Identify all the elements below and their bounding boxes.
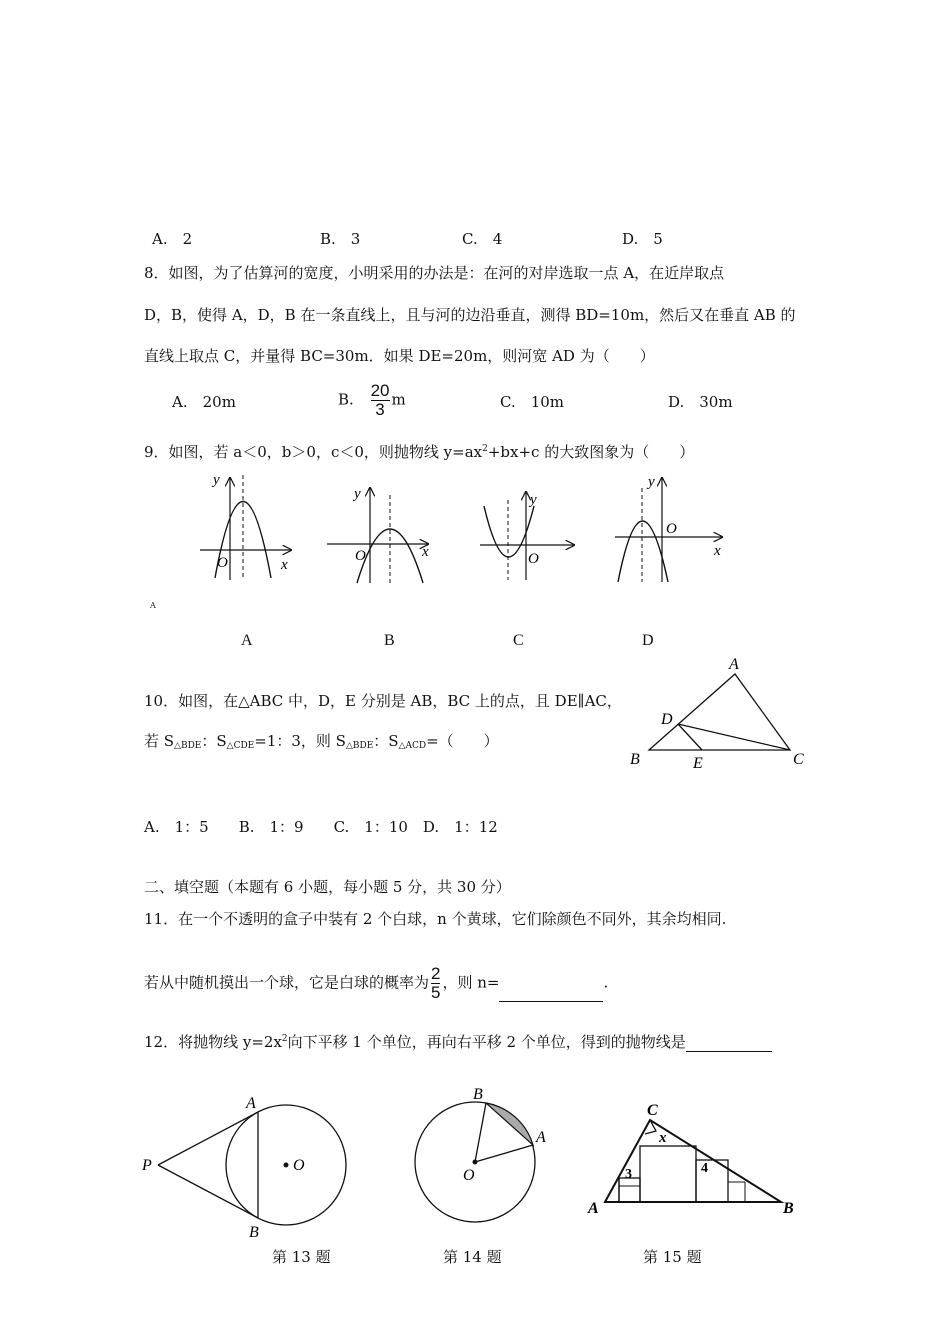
vertex-b-label: B	[630, 751, 640, 768]
point-b-label: B	[249, 1224, 259, 1241]
figure-13	[138, 1092, 358, 1242]
q9-graph-b	[322, 480, 437, 585]
point-a-label: A	[536, 1129, 546, 1146]
q9-stem-tail: +bx+c 的大致图象为（ ）	[487, 443, 695, 461]
q12-text: 向下平移 1 个单位，再向右平移 2 个单位，得到的抛物线是	[287, 1033, 686, 1051]
q8-option-b	[338, 382, 406, 419]
q11-answer-blank[interactable]	[499, 1001, 603, 1002]
q11-line-1: 11．在一个不透明的盒子中装有 2 个白球，n 个黄球，它们除颜色不同外，其余均相同.	[144, 910, 727, 928]
point-d-label: D	[661, 711, 673, 728]
x-axis-label: x	[422, 544, 429, 560]
q7-option-c: C. 4	[462, 230, 503, 248]
point-p-label: P	[142, 1157, 152, 1174]
point-a-label: A	[246, 1095, 256, 1112]
q12-text: 12．将抛物线 y=2x	[144, 1033, 282, 1051]
figure-13-caption: 第 13 题	[272, 1248, 331, 1266]
square-3-label: 3	[625, 1167, 632, 1182]
q9-label-a: A	[241, 632, 253, 649]
q11-text: ，则 n=	[442, 973, 500, 992]
vertex-a-label: A	[729, 656, 739, 673]
origin-label: O	[355, 548, 366, 564]
q11-period: .	[603, 973, 609, 992]
q10-sub: △CDE	[226, 741, 255, 751]
y-axis-label: y	[648, 474, 655, 490]
fraction-numerator: 20	[370, 381, 390, 400]
q10-line-1: 10．如图，在△ABC 中，D，E 分别是 AB，BC 上的点，且 DE∥AC，	[144, 692, 622, 710]
section-heading: 二、填空题（本题有 6 小题，每小题 5 分，共 30 分）	[144, 878, 511, 896]
q7-option-a: A. 2	[152, 230, 193, 248]
q9-label-c: C	[513, 632, 524, 649]
y-axis-label: y	[213, 472, 220, 488]
point-e-label: E	[693, 755, 703, 772]
figure-15	[585, 1098, 805, 1223]
fraction-numerator: 2	[431, 964, 441, 983]
center-o-label: O	[293, 1157, 305, 1174]
q8-option-c: C. 10m	[500, 393, 565, 411]
fraction-denominator: 3	[375, 400, 385, 419]
q11-line-2	[144, 965, 608, 1002]
q7-option-b: B. 3	[320, 230, 361, 248]
q8-option-b-fraction	[371, 382, 390, 419]
q11-fraction	[431, 965, 440, 1002]
q12-stem	[144, 1031, 772, 1052]
q8-option-a: A. 20m	[172, 393, 236, 411]
q8-line-3: 直线上取点 C，并量得 BC=30m．如果 DE=20m，则河宽 AD 为（ ）	[144, 347, 655, 365]
q9-graph-c	[478, 488, 583, 583]
q10-sub: △BDE	[345, 741, 374, 751]
q9-graph-d	[610, 470, 730, 585]
vertex-c-label: C	[793, 751, 804, 768]
q9-graph-a	[195, 470, 305, 585]
origin-label: O	[528, 551, 539, 567]
q9-label-d: D	[642, 632, 654, 649]
origin-label: O	[666, 521, 677, 537]
y-axis-label: y	[354, 486, 361, 502]
point-b-label: B	[473, 1086, 483, 1103]
x-axis-label: x	[714, 543, 721, 559]
q11-text: 若从中随机摸出一个球，它是白球的概率为	[144, 973, 430, 992]
center-o-label: O	[463, 1167, 475, 1184]
q10-sub: △BDE	[174, 741, 202, 751]
y-axis-label: y	[530, 492, 537, 508]
q10-text: =（ ）	[426, 732, 499, 750]
q9-label-b: B	[384, 632, 395, 649]
q8-option-d: D. 30m	[668, 393, 733, 411]
point-b-label: B	[783, 1200, 794, 1217]
figure-15-caption: 第 15 题	[643, 1248, 702, 1266]
q10-text: 若 S	[144, 732, 175, 750]
x-label: x	[659, 1130, 667, 1146]
point-a-label: A	[588, 1200, 599, 1217]
q10-triangle-figure	[625, 652, 825, 777]
q10-line-2	[144, 730, 499, 751]
figure-14	[405, 1085, 555, 1240]
square-4-label: 4	[701, 1161, 708, 1176]
q7-option-d: D. 5	[622, 230, 663, 248]
q10-text: ：S	[201, 732, 227, 750]
q8-line-1: 8．如图，为了估算河的宽度，小明采用的办法是：在河的对岸选取一点 A，在近岸取点	[144, 264, 725, 282]
q10-sub: △ACD	[398, 741, 427, 751]
x-axis-label: x	[281, 557, 288, 573]
fraction-denominator: 5	[431, 983, 441, 1002]
q8-line-2: D，B，使得 A，D，B 在一条直线上，且与河的边沿垂直，测得 BD=10m，然后又在垂直 AB 的	[144, 306, 796, 324]
q12-answer-blank[interactable]	[686, 1035, 772, 1052]
q8-option-b-unit: m	[391, 390, 406, 409]
small-mark: A	[150, 601, 156, 610]
q10-options: A. 1：5 B. 1：9 C. 1：10 D. 1：12	[144, 818, 498, 836]
q10-text: ：S	[373, 732, 399, 750]
origin-label: O	[217, 555, 228, 571]
q9-stem-text: 9．如图，若 a＜0，b＞0，c＜0，则抛物线 y=ax	[144, 443, 483, 461]
q8-option-b-prefix: B.	[338, 390, 354, 409]
figure-14-caption: 第 14 题	[443, 1248, 502, 1266]
q9-stem-sup: 2	[482, 444, 488, 454]
point-c-label: C	[647, 1102, 658, 1119]
q9-stem	[144, 441, 694, 462]
q10-text: =1：3，则 S	[254, 732, 346, 750]
q12-sup: 2	[281, 1034, 288, 1044]
